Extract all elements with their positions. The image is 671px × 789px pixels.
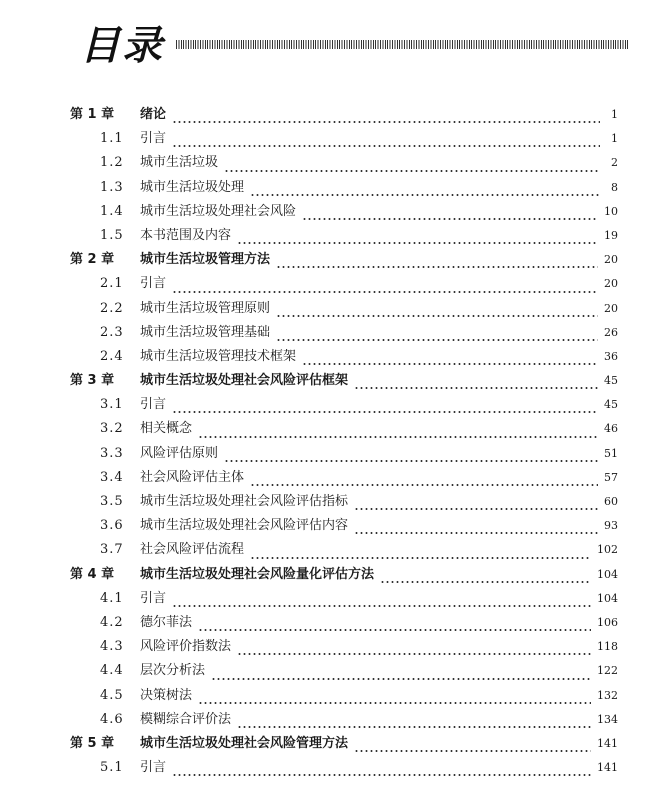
toc-section-entry[interactable]: [70, 297, 618, 321]
toc-entry-number: 第 4 章: [70, 566, 115, 582]
toc-entry-page-number: 19: [604, 228, 618, 242]
toc-entry-title: 城市生活垃圾处理社会风险量化评估方法: [140, 566, 375, 582]
toc-entry-number: 4.2: [100, 614, 124, 630]
toc-section-entry[interactable]: [70, 538, 618, 562]
toc-section-entry[interactable]: [70, 708, 618, 732]
toc-entry-title: 城市生活垃圾处理: [140, 179, 245, 195]
toc-entry-number: 第 3 章: [70, 373, 115, 389]
toc-entry-title: 模糊综合评价法: [140, 711, 232, 727]
toc-entry-page-number: 46: [604, 422, 618, 436]
dot-leader: [354, 741, 591, 753]
toc-entry-number: 2.1: [100, 276, 124, 292]
toc-section-entry[interactable]: [70, 345, 618, 369]
dot-leader: [172, 765, 591, 777]
toc-section-entry[interactable]: [70, 200, 618, 224]
toc-entry-number: 3.6: [100, 518, 124, 534]
dot-leader: [172, 282, 598, 294]
dot-leader: [302, 209, 598, 221]
toc-entry-page-number: 118: [597, 640, 618, 654]
toc-entry-title: 社会风险评估主体: [140, 469, 245, 485]
toc-entry-number: 1.1: [100, 131, 124, 147]
toc-entry-page-number: 20: [604, 301, 618, 315]
toc-entry-page-number: 132: [597, 688, 618, 702]
toc-entry-title: 决策树法: [140, 687, 193, 703]
toc-entry-title: 层次分析法: [140, 663, 206, 679]
toc-entry-title: 城市生活垃圾管理方法: [140, 252, 271, 268]
toc-section-entry[interactable]: [70, 514, 618, 538]
toc-entry-number: 2.3: [100, 324, 124, 340]
toc-entry-number: 4.5: [100, 687, 124, 703]
toc-entry-page-number: 104: [597, 567, 618, 581]
toc-entry-title: 引言: [140, 131, 167, 147]
dot-leader: [276, 306, 598, 318]
toc-entry-page-number: 20: [604, 253, 618, 267]
toc-chapter-entry[interactable]: [70, 563, 618, 587]
toc-entry-number: 2.2: [100, 300, 124, 316]
toc-entry-page-number: 60: [604, 495, 618, 508]
dot-leader: [224, 451, 598, 463]
toc-entry-title: 城市生活垃圾处理社会风险评估框架: [140, 373, 349, 389]
toc-entry-page-number: 51: [604, 446, 618, 460]
dot-leader: [250, 185, 600, 197]
toc-entry-title: 城市生活垃圾管理技术框架: [140, 348, 297, 364]
toc-entry-page-number: 1: [611, 108, 618, 121]
dot-leader: [237, 233, 598, 245]
toc-entry-number: 3.1: [100, 397, 124, 413]
toc-entry-title: 引言: [140, 276, 167, 292]
toc-entry-number: 第 2 章: [70, 252, 115, 268]
toc-entry-number: 3.2: [100, 421, 124, 437]
toc-entry-title: 城市生活垃圾管理原则: [140, 300, 271, 316]
toc-entry-page-number: 26: [604, 325, 618, 339]
toc-section-entry[interactable]: [70, 490, 618, 514]
toc-entry-number: 4.3: [100, 639, 124, 655]
dot-leader: [224, 161, 600, 173]
toc-entry-title: 城市生活垃圾管理基础: [140, 324, 271, 340]
toc-entry-title: 城市生活垃圾处理社会风险: [140, 203, 297, 219]
toc-section-entry[interactable]: [70, 272, 618, 296]
toc-entry-page-number: 106: [597, 615, 618, 629]
toc-section-entry[interactable]: [70, 611, 618, 635]
toc-entry-title: 本书范围及内容: [140, 227, 232, 243]
toc-section-entry[interactable]: [70, 442, 618, 466]
toc-entry-title: 社会风险评估流程: [140, 542, 245, 558]
toc-entry-number: 4.6: [100, 711, 124, 727]
toc-section-entry[interactable]: [70, 635, 618, 659]
dot-leader: [172, 402, 598, 414]
toc-entry-title: 相关概念: [140, 421, 193, 437]
toc-section-entry[interactable]: [70, 224, 618, 248]
toc-chapter-entry[interactable]: [70, 248, 618, 272]
dot-leader: [354, 378, 598, 390]
toc-section-entry[interactable]: [70, 321, 618, 345]
toc-entry-number: 3.5: [100, 494, 124, 509]
dot-leader: [237, 644, 591, 656]
toc-entry-title: 德尔菲法: [140, 614, 193, 630]
dot-leader: [172, 136, 600, 148]
toc-entry-number: 2.4: [100, 348, 124, 364]
dot-leader: [237, 717, 591, 729]
toc-entry-page-number: 2: [611, 156, 618, 170]
dot-leader: [380, 572, 591, 584]
toc-entry-page-number: 141: [597, 761, 618, 775]
toc-chapter-entry[interactable]: [70, 103, 618, 127]
toc-entry-title: 城市生活垃圾: [140, 155, 219, 171]
toc-entry-number: 1.3: [100, 179, 124, 195]
toc-entry-number: 3.4: [100, 469, 124, 485]
toc-entry-number: 4.1: [100, 590, 124, 606]
dot-leader: [172, 596, 591, 608]
toc-header: [0, 0, 671, 80]
toc-section-entry[interactable]: [70, 151, 618, 175]
toc-chapter-entry[interactable]: [70, 369, 618, 393]
dot-leader: [172, 112, 600, 124]
toc-section-entry[interactable]: [70, 393, 618, 417]
toc-entry-page-number: 57: [604, 470, 618, 484]
dot-leader: [198, 693, 591, 705]
table-of-contents: [70, 103, 618, 780]
toc-entry-page-number: 104: [597, 591, 618, 605]
toc-entry-title: 城市生活垃圾处理社会风险评估指标: [140, 494, 349, 509]
toc-entry-number: 1.2: [100, 155, 124, 171]
toc-section-entry[interactable]: [70, 659, 618, 683]
dot-leader: [250, 548, 591, 560]
toc-section-entry[interactable]: [70, 587, 618, 611]
toc-entry-title: 绪论: [140, 107, 167, 122]
toc-entry-title: 风险评价指数法: [140, 639, 232, 655]
toc-entry-page-number: 93: [604, 519, 618, 533]
toc-entry-page-number: 10: [604, 204, 618, 218]
toc-entry-title: 风险评估原则: [140, 445, 219, 461]
dot-leader: [276, 257, 598, 269]
toc-entry-title: 引言: [140, 590, 167, 606]
dot-leader: [198, 427, 598, 439]
toc-entry-page-number: 45: [604, 398, 618, 412]
toc-section-entry[interactable]: [70, 127, 618, 151]
toc-entry-number: 3.3: [100, 445, 124, 461]
dot-leader: [354, 523, 598, 535]
dot-leader: [211, 669, 591, 681]
toc-entry-page-number: 141: [597, 736, 618, 750]
dot-leader: [276, 330, 598, 342]
toc-entry-title: 引言: [140, 397, 167, 413]
toc-entry-title: 城市生活垃圾处理社会风险管理方法: [140, 735, 349, 751]
toc-section-entry[interactable]: [70, 466, 618, 490]
toc-entry-number: 3.7: [100, 542, 124, 558]
toc-entry-title: 引言: [140, 760, 167, 776]
toc-section-entry[interactable]: [70, 756, 618, 780]
toc-entry-number: 第 1 章: [70, 107, 115, 122]
dot-leader: [250, 475, 598, 487]
page-title: 目录: [80, 23, 164, 69]
toc-entry-page-number: 102: [597, 543, 618, 557]
toc-entry-number: 1.4: [100, 203, 124, 219]
toc-entry-page-number: 122: [597, 664, 618, 678]
toc-entry-page-number: 8: [611, 180, 618, 194]
toc-chapter-entry[interactable]: [70, 732, 618, 756]
toc-entry-number: 5.1: [100, 760, 124, 776]
dot-leader: [302, 354, 598, 366]
toc-entry-page-number: 134: [597, 712, 618, 726]
toc-entry-page-number: 20: [604, 277, 618, 291]
toc-entry-page-number: 1: [611, 132, 618, 146]
toc-section-entry[interactable]: [70, 684, 618, 708]
toc-section-entry[interactable]: [70, 176, 618, 200]
toc-entry-title: 城市生活垃圾处理社会风险评估内容: [140, 518, 349, 534]
dot-leader: [354, 499, 598, 511]
toc-entry-number: 4.4: [100, 663, 124, 679]
toc-section-entry[interactable]: [70, 417, 618, 441]
toc-entry-page-number: 45: [604, 374, 618, 388]
toc-entry-page-number: 36: [604, 349, 618, 363]
dot-leader: [198, 620, 591, 632]
toc-entry-number: 第 5 章: [70, 735, 115, 751]
toc-entry-number: 1.5: [100, 227, 124, 243]
title-hatched-rule: [176, 40, 628, 49]
